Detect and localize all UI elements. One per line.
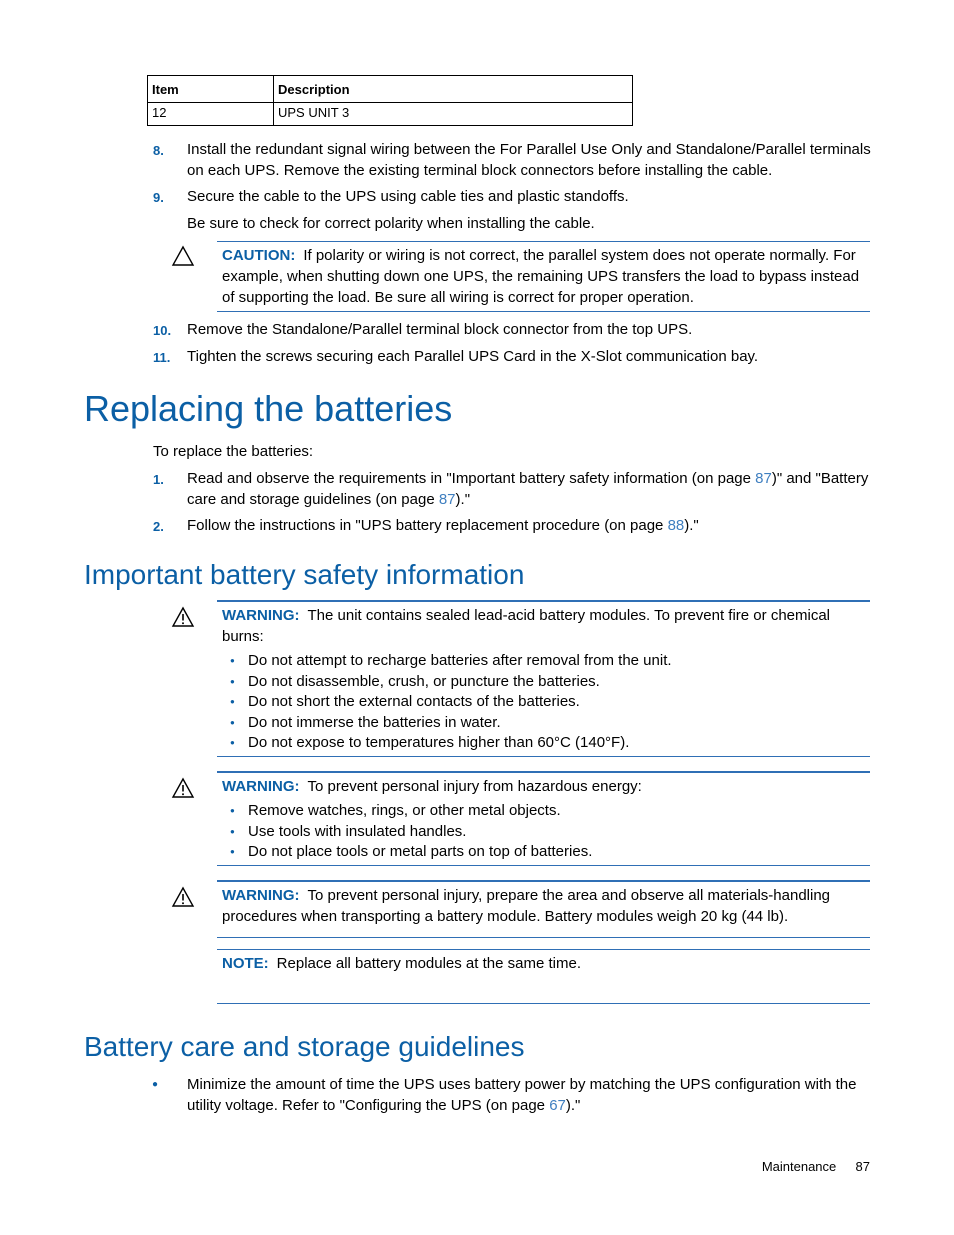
list-item: ● Do not immerse the batteries in water.: [222, 712, 870, 733]
warning-text: The unit contains sealed lead-acid battery modules. To prevent fire or chemical burns:: [222, 607, 831, 645]
page-link-87[interactable]: 87: [755, 470, 772, 487]
warning-label: WARNING:: [222, 887, 300, 904]
list-item: ● Remove watches, rings, or other metal objects.: [222, 800, 870, 821]
step-text-part: Read and observe the requirements in "Important battery safety information (on page: [187, 470, 756, 487]
warning-triangle-icon: [171, 777, 195, 799]
page-link-67[interactable]: 67: [549, 1097, 566, 1114]
page-link-88[interactable]: 88: [667, 517, 685, 534]
table-cell-description: UPS UNIT 3: [274, 103, 633, 126]
section-intro: To replace the batteries:: [153, 443, 314, 460]
step-number: 1.: [153, 472, 164, 487]
polarity-note: Be sure to check for correct polarity when installing the cable.: [187, 215, 595, 232]
caution-notice: [217, 241, 870, 312]
caution-triangle-icon: [171, 245, 195, 267]
note-label: NOTE:: [222, 955, 269, 972]
warning-text: To prevent personal injury from hazardous energy:: [307, 778, 642, 795]
warning-triangle-icon: [171, 606, 195, 628]
step-text-part: )" and "Battery care and storage guidelines (on page: [187, 470, 869, 508]
warning-handling-notice: [217, 880, 870, 938]
bullet-text: [187, 1074, 871, 1116]
note-text: Replace all battery modules at the same time.: [276, 955, 581, 972]
caution-label: CAUTION:: [222, 247, 296, 264]
page-link-87[interactable]: 87: [438, 491, 456, 508]
warning-label: WARNING:: [222, 607, 300, 624]
warning-text: To prevent personal injury, prepare the area and observe all materials-handling procedures when transporting a battery module. Battery modules weigh 20 kg (44 lb).: [222, 887, 831, 925]
warning-label: WARNING:: [222, 778, 300, 795]
section-title-replacing-batteries: Replacing the batteries: [84, 388, 453, 429]
step-number: 2.: [153, 519, 164, 534]
step-text-part: Follow the instructions in "UPS battery replacement procedure (on page: [187, 517, 668, 534]
table-row: [148, 103, 633, 126]
step-number: 9.: [153, 190, 164, 205]
step-number: 8.: [153, 143, 164, 158]
step-text-part: ).": [684, 517, 699, 534]
step-text: Install the redundant signal wiring between the For Parallel Use Only and Standalone/Parallel terminals on each UPS. Remove the existing terminal block connectors before installing the cable.: [187, 141, 871, 179]
section-title-battery-care: Battery care and storage guidelines: [84, 1031, 525, 1062]
warning-list: [222, 800, 870, 862]
step-text-part: ).": [455, 491, 471, 508]
table-header-row: [148, 76, 633, 103]
footer-page-number: 87: [855, 1159, 870, 1174]
step-text: Tighten the screws securing each Parallel UPS Card in the X-Slot communication bay.: [187, 348, 759, 365]
step-text: Secure the cable to the UPS using cable ties and plastic standoffs.: [187, 188, 629, 205]
column-header-description: Description: [274, 76, 633, 103]
warning-chemical-notice: [217, 600, 870, 757]
list-item: ● Do not disassemble, crush, or puncture the batteries.: [222, 671, 870, 692]
list-item: ● Do not short the external contacts of the batteries.: [222, 691, 870, 712]
warning-energy-notice: [217, 771, 870, 866]
bullet-icon: ●: [152, 1079, 159, 1090]
footer-section-name: Maintenance: [761, 1159, 837, 1174]
column-header-item: Item: [148, 76, 274, 103]
step-text: Remove the Standalone/Parallel terminal block connector from the top UPS.: [187, 321, 693, 338]
table-cell-item: 12: [148, 103, 274, 126]
step-number: 10.: [153, 323, 172, 338]
step-text: [187, 468, 871, 510]
note-notice: [217, 949, 870, 1004]
step-number: 11.: [153, 350, 171, 365]
bullet-text-part: ).": [565, 1097, 581, 1114]
page-footer: [762, 1159, 870, 1174]
warning-list: [222, 650, 870, 753]
list-item: ● Use tools with insulated handles.: [222, 821, 870, 842]
list-item: ● Do not attempt to recharge batteries after removal from the unit.: [222, 650, 870, 671]
bullet-text-part: Minimize the amount of time the UPS uses battery power by matching the UPS configuration with the utility voltage. Refer to "Configuring the UPS (on page: [187, 1076, 857, 1114]
section-title-battery-safety: Important battery safety information: [84, 559, 525, 590]
step-text: [187, 515, 871, 536]
list-item: ● Do not expose to temperatures higher than 60°C (140°F).: [222, 732, 870, 753]
item-description-table: [147, 75, 633, 126]
warning-triangle-icon: [171, 886, 195, 908]
caution-text: If polarity or wiring is not correct, the parallel system does not operate normally. For example, when shutting down one UPS, the remaining UPS transfers the load to bypass instead of supporting the load. Be sure all wiring is correct for proper operation.: [222, 247, 860, 306]
list-item: ● Do not place tools or metal parts on top of batteries.: [222, 841, 870, 862]
